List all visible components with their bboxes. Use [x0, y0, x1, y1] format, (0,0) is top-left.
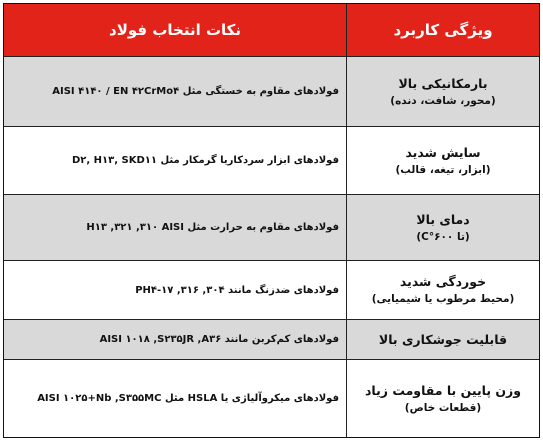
feature-detail: (محور، شافت، دنده) — [390, 94, 496, 107]
feature-cell — [346, 57, 539, 126]
table-row — [4, 261, 539, 320]
feature-title: قابلیت جوشکاری بالا — [378, 332, 508, 347]
table-row — [4, 320, 539, 360]
feature-title: بارمکانیکی بالا — [398, 75, 488, 91]
feature-detail: (محیط مرطوب یا شیمیایی) — [371, 293, 515, 305]
tip-text: فولادهای ضدزنگ مانند ۳۰۴, ۳۱۶, PH۴-۱۷ — [135, 284, 339, 296]
feature-detail: (تا ۶۰۰°C) — [416, 230, 470, 243]
table-row — [4, 57, 539, 127]
feature-cell — [346, 127, 539, 194]
tip-text: فولادهای میکروآلیاژی یا HSLA مثل AISI ۱۰۲۵+Nb ,S۳۵۵MC — [37, 393, 339, 404]
header-feature-label: ویژگی کاربرد — [393, 21, 493, 39]
feature-title: سایش شدید — [405, 144, 481, 160]
feature-detail: (ابزار، تیغه، قالب) — [395, 163, 491, 176]
table-header-row — [4, 4, 539, 57]
feature-title: خوردگی شدید — [399, 274, 487, 289]
feature-cell — [346, 195, 539, 260]
tip-cell — [4, 360, 346, 437]
feature-cell — [346, 261, 539, 319]
tip-cell — [4, 127, 346, 194]
table-row — [4, 127, 539, 195]
tip-text: فولادهای مقاوم به حرارت مثل H۱۳ ,۳۲۱ ,۳۱۰ AISI — [86, 222, 339, 233]
feature-cell — [346, 320, 539, 359]
tip-text: فولادهای مقاوم به خستگی مثل AISI ۴۱۴۰ / EN ۴۲CrMo۴ — [52, 86, 339, 97]
feature-detail: (قطعات خاص) — [404, 401, 482, 414]
tip-text: فولادهای کم‌کربن مانند AISI ۱۰۱۸ ,S۲۳۵JR ,A۳۶ — [99, 334, 339, 345]
feature-title: وزن پایین با مقاومت زیاد — [364, 382, 522, 398]
tip-cell — [4, 57, 346, 126]
feature-cell — [346, 360, 539, 437]
tip-cell — [4, 261, 346, 319]
header-tips-cell — [4, 4, 346, 56]
tip-cell — [4, 320, 346, 359]
table-row — [4, 195, 539, 261]
header-feature-cell — [346, 4, 539, 56]
feature-title: دمای بالا — [416, 211, 470, 227]
table-row — [4, 360, 539, 437]
tip-text: فولادهای ابزار سردکاریا گرمکار مثل D۲, H۱۳, SKD۱۱ — [71, 155, 339, 166]
header-tips-label: نکات انتخاب فولاد — [109, 21, 242, 39]
tip-cell — [4, 195, 346, 260]
steel-selection-table — [3, 3, 540, 438]
